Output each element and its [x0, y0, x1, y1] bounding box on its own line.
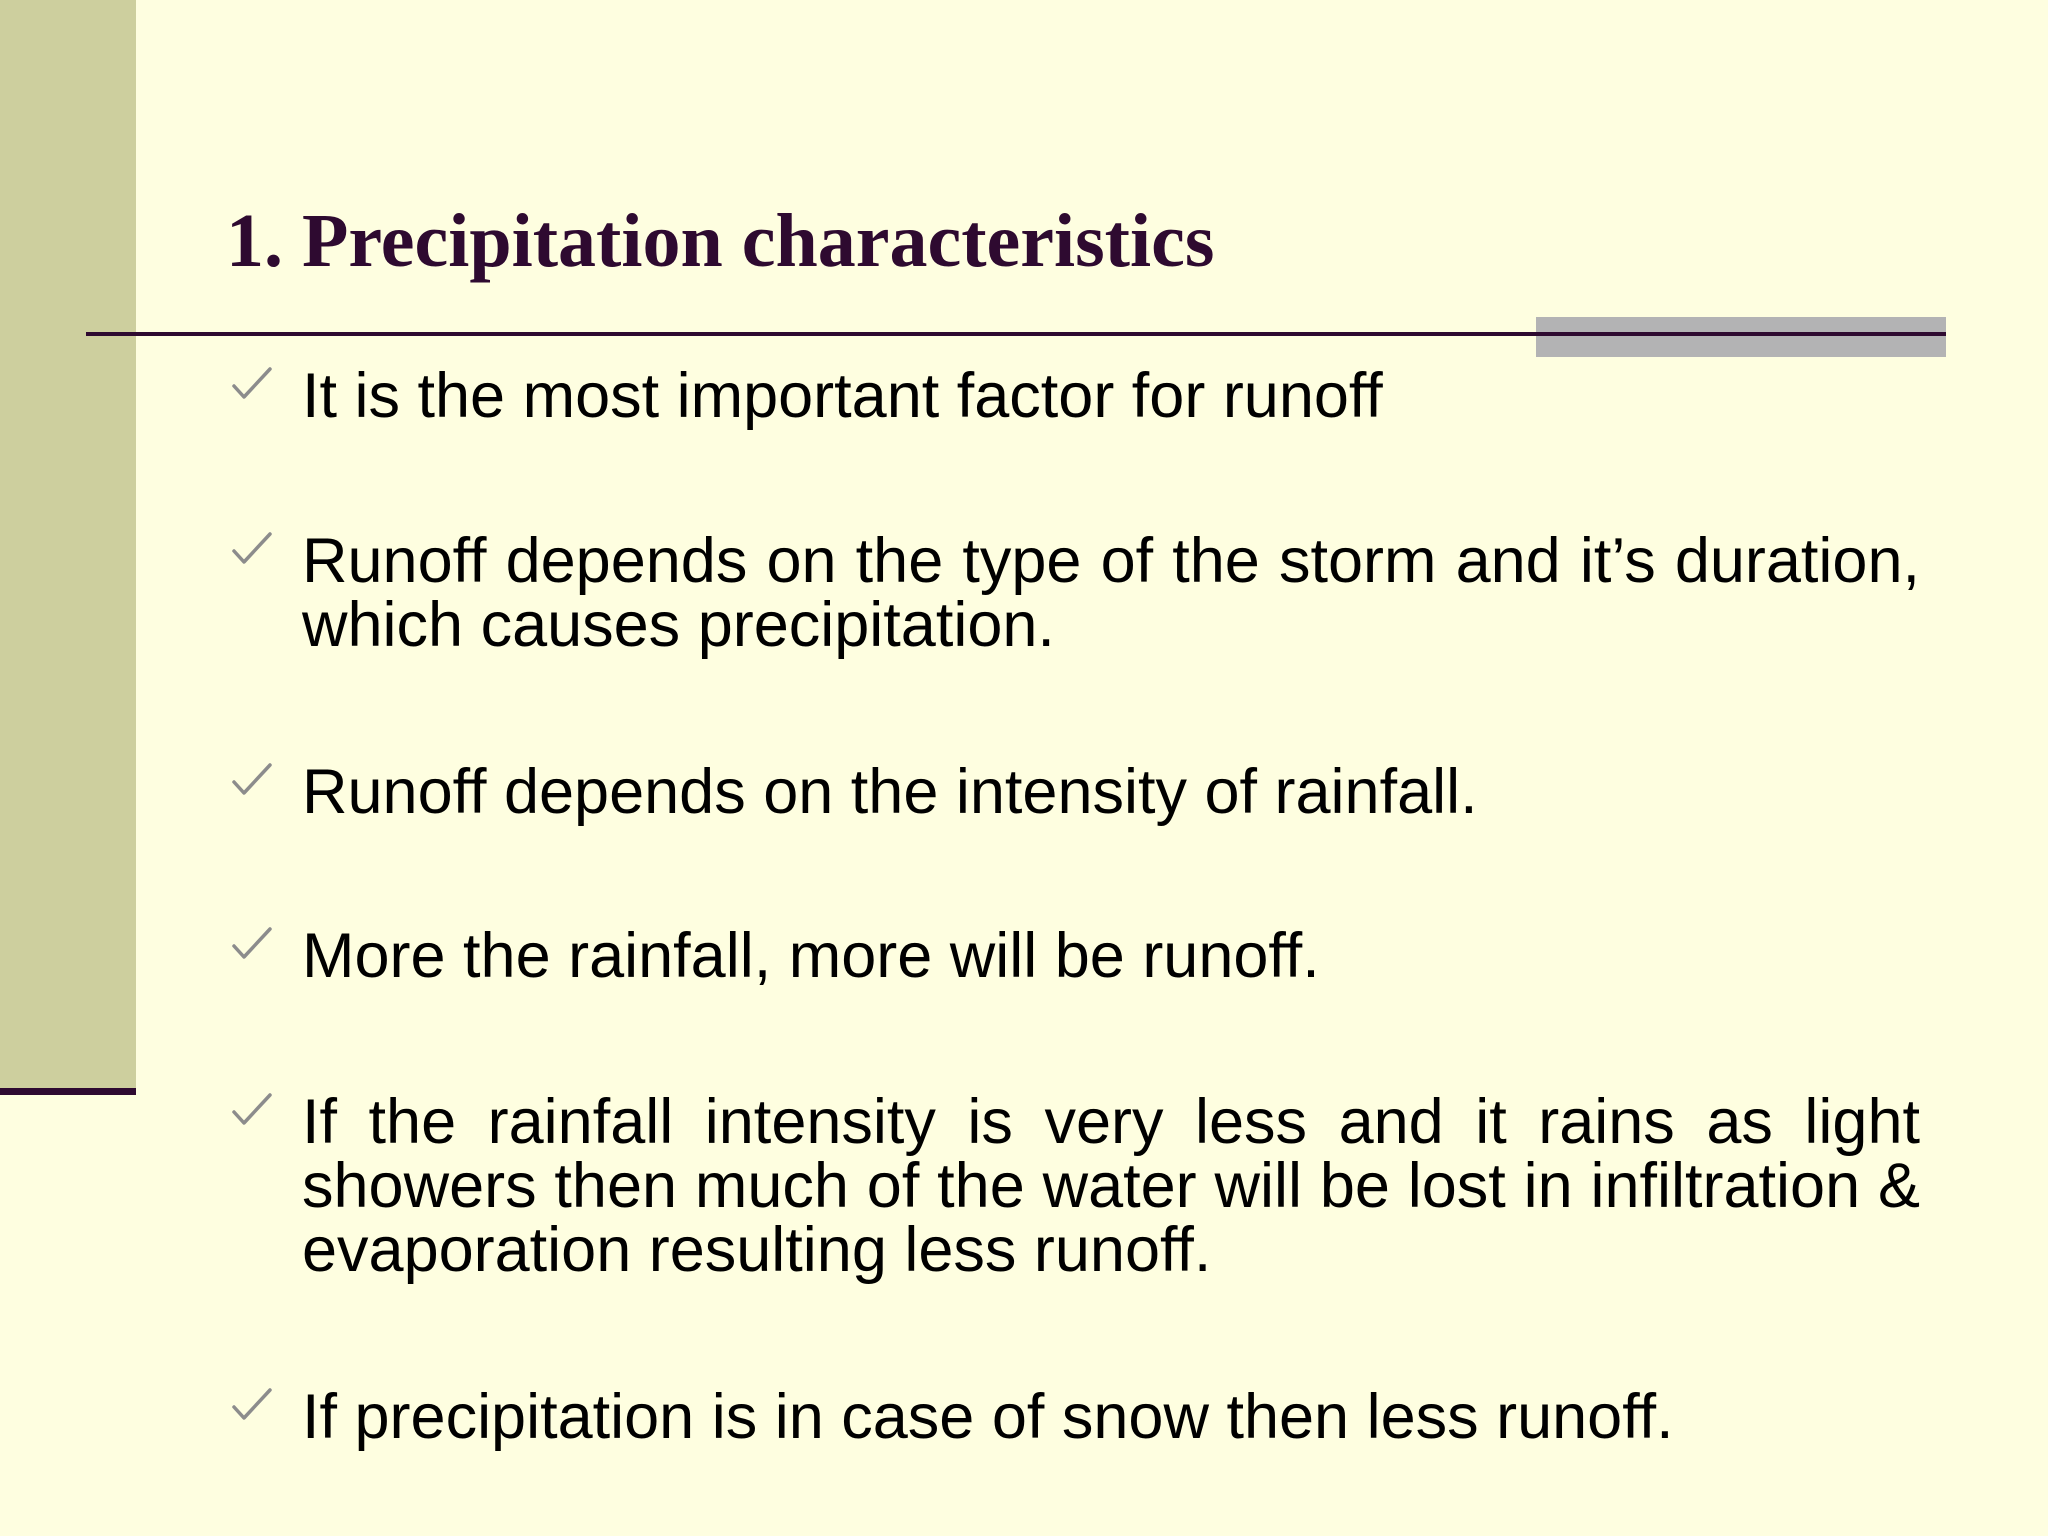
bullet-text: More the rainfall, more will be runoff.: [302, 921, 1320, 991]
bullet-text: If the rainfall intensity is very less and it rains as light showers then much of the water will be lost in infiltration & evaporation resulting less runoff.: [302, 1087, 1920, 1285]
bullet-item: [230, 1087, 1920, 1285]
checkmark-icon: [230, 364, 274, 408]
bullet-text: Runoff depends on the type of the storm and it’s duration, which causes precipitation.: [302, 526, 1920, 660]
bullet-text: Runoff depends on the intensity of rainfall.: [302, 757, 1478, 827]
checkmark-icon: [230, 1090, 274, 1134]
checkmark-icon: [230, 760, 274, 804]
checkmark-icon: [230, 1385, 274, 1429]
slide-title: 1. Precipitation characteristics: [226, 199, 1215, 283]
bullet-item: [230, 1382, 1920, 1452]
bullet-item: [230, 526, 1920, 660]
bullet-item: [230, 921, 1920, 991]
checkmark-icon: [230, 924, 274, 968]
bullet-item: [230, 757, 1920, 827]
bullet-item: [230, 361, 1920, 431]
bullet-text: It is the most important factor for runoff: [302, 361, 1383, 431]
bullet-text: If precipitation is in case of snow then less runoff.: [302, 1382, 1674, 1452]
checkmark-icon: [230, 529, 274, 573]
